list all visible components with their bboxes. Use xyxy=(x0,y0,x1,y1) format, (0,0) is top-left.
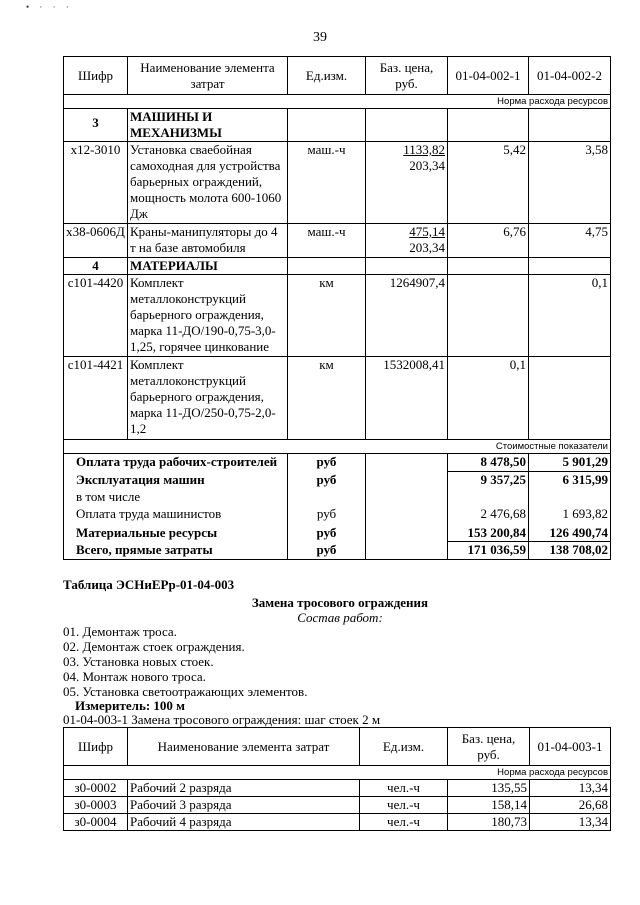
worker-unit: чел.-ч xyxy=(360,780,448,797)
header-code: Шифр xyxy=(64,57,128,95)
cost-label: Стоимостные показатели xyxy=(64,440,611,454)
cost-name: Всего, прямые затраты xyxy=(64,542,288,560)
material-code: с101-4420 xyxy=(64,275,128,357)
cost-unit: руб xyxy=(288,472,366,489)
page-number: 39 xyxy=(313,30,327,45)
step-item: 04. Монтаж нового троса. xyxy=(63,669,206,684)
cost-name: Оплата труда рабочих-строителей xyxy=(64,454,288,472)
resource-unit: маш.-ч xyxy=(288,142,366,224)
worker-name: Рабочий 3 разряда xyxy=(128,797,360,814)
header-price: Баз. цена, руб. xyxy=(448,728,530,766)
material-unit: км xyxy=(288,357,366,440)
header-price: Баз. цена, руб. xyxy=(366,57,448,95)
step-item: 05. Установка светоотражающих элементов. xyxy=(63,684,308,699)
resource-unit: маш.-ч xyxy=(288,224,366,258)
material-value-1 xyxy=(448,275,529,357)
material-price: 1532008,41 xyxy=(366,357,448,440)
norm-label: Норма расхода ресурсов xyxy=(64,95,611,109)
material-name: Комплект металлоконструкций барьерного ограждения, марка 11-ДО/190-0,75-3,0-1,25, горячее цинкование xyxy=(128,275,288,357)
material-value-2 xyxy=(529,357,611,440)
norm-label: Норма расхода ресурсов xyxy=(64,766,611,780)
cost-name: Материальные ресурсы xyxy=(64,525,288,542)
resource-price: 1133,82 203,34 xyxy=(366,142,448,224)
header-unit: Ед.изм. xyxy=(360,728,448,766)
resource-code: х38-0606Д xyxy=(64,224,128,258)
resource-table-1 xyxy=(63,56,611,560)
resource-value-1: 6,76 xyxy=(448,224,529,258)
material-value-2: 0,1 xyxy=(529,275,611,357)
worker-value: 26,68 xyxy=(530,797,611,814)
step-item: 01. Демонтаж троса. xyxy=(63,624,177,639)
resource-name: Краны-манипуляторы до 4 т на базе автомобиля xyxy=(128,224,288,258)
header-col-2: 01-04-002-2 xyxy=(529,57,611,95)
scan-specks: • · · · xyxy=(26,2,73,12)
section-title: МАШИНЫ И МЕХАНИЗМЫ xyxy=(128,109,288,142)
section-heading: Замена тросового ограждения xyxy=(251,595,429,610)
step-list xyxy=(63,624,307,699)
worker-value: 13,34 xyxy=(530,814,611,831)
cost-value-1: 2 476,68 xyxy=(448,506,529,525)
resource-name: Установка сваебойная самоходная для устройства барьерных ограждений, мощность молота 600-1060 Дж xyxy=(128,142,288,224)
step-item: 02. Демонтаж стоек ограждения. xyxy=(63,639,245,654)
material-price: 1264907,4 xyxy=(366,275,448,357)
cost-unit: руб xyxy=(288,542,366,560)
measure: Измеритель: 100 м xyxy=(75,698,186,713)
step-item: 03. Установка новых стоек. xyxy=(63,654,214,669)
cost-name: Эксплуатация машин xyxy=(64,472,288,489)
worker-name: Рабочий 4 разряда xyxy=(128,814,360,831)
work-composition: Состав работ: xyxy=(297,610,383,625)
resource-value-2: 4,75 xyxy=(529,224,611,258)
table-title: Таблица ЭСНиЕРр-01-04-003 xyxy=(63,577,235,592)
subtable-title: 01-04-003-1 Замена тросового ограждения: шаг стоек 2 м xyxy=(63,712,381,727)
section-title: МАТЕРИАЛЫ xyxy=(128,258,288,275)
worker-value: 13,34 xyxy=(530,780,611,797)
cost-value-2: 1 693,82 xyxy=(529,506,611,525)
worker-code: з0-0003 xyxy=(64,797,128,814)
cost-value-2: 5 901,29 xyxy=(529,454,611,472)
cost-value-1: 153 200,84 xyxy=(448,525,529,542)
cost-value-2: 126 490,74 xyxy=(529,525,611,542)
resource-table-2 xyxy=(63,727,611,831)
cost-value-1: 171 036,59 xyxy=(448,542,529,560)
cost-unit: руб xyxy=(288,506,366,525)
header-code: Шифр xyxy=(64,728,128,766)
cost-name: Оплата труда машинистов xyxy=(64,506,288,525)
worker-name: Рабочий 2 разряда xyxy=(128,780,360,797)
worker-price: 135,55 xyxy=(448,780,530,797)
worker-unit: чел.-ч xyxy=(360,797,448,814)
worker-price: 180,73 xyxy=(448,814,530,831)
cost-value-2: 6 315,99 xyxy=(529,472,611,489)
section-number: 4 xyxy=(64,258,128,275)
worker-code: з0-0002 xyxy=(64,780,128,797)
material-code: с101-4421 xyxy=(64,357,128,440)
cost-name: в том числе xyxy=(64,489,288,506)
header-unit: Ед.изм. xyxy=(288,57,366,95)
worker-code: з0-0004 xyxy=(64,814,128,831)
material-unit: км xyxy=(288,275,366,357)
cost-unit: руб xyxy=(288,525,366,542)
header-name: Наименование элемента затрат xyxy=(128,57,288,95)
resource-value-1: 5,42 xyxy=(448,142,529,224)
cost-value-1: 8 478,50 xyxy=(448,454,529,472)
worker-price: 158,14 xyxy=(448,797,530,814)
section-number: 3 xyxy=(64,109,128,142)
resource-code: х12-3010 xyxy=(64,142,128,224)
cost-value-1: 9 357,25 xyxy=(448,472,529,489)
worker-unit: чел.-ч xyxy=(360,814,448,831)
resource-value-2: 3,58 xyxy=(529,142,611,224)
header-name: Наименование элемента затрат xyxy=(128,728,360,766)
resource-price: 475,14 203,34 xyxy=(366,224,448,258)
material-value-1: 0,1 xyxy=(448,357,529,440)
cost-unit: руб xyxy=(288,454,366,472)
header-col-1: 01-04-003-1 xyxy=(530,728,611,766)
material-name: Комплект металлоконструкций барьерного ограждения, марка 11-ДО/250-0,75-2,0-1,2 xyxy=(128,357,288,440)
header-col-1: 01-04-002-1 xyxy=(448,57,529,95)
cost-value-2: 138 708,02 xyxy=(529,542,611,560)
